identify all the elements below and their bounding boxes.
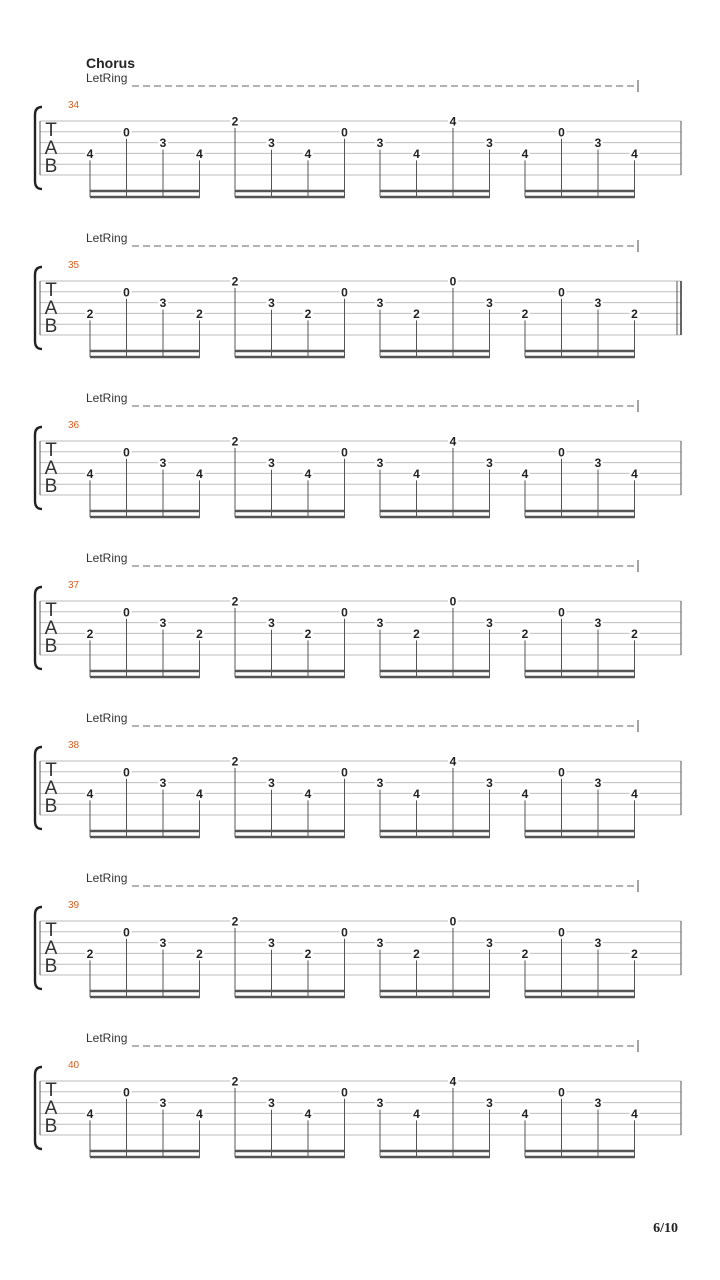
measure-number: 38	[68, 740, 80, 751]
fret-number: 3	[268, 456, 275, 471]
tab-clef-letter: B	[44, 956, 58, 977]
tab-clef-letter: T	[45, 120, 57, 141]
tab-clef-letter: A	[44, 298, 58, 319]
fret-number: 3	[486, 296, 493, 311]
fret-number: 4	[521, 466, 529, 481]
fret-number: 2	[231, 274, 239, 289]
tab-clef-letter: B	[44, 316, 58, 337]
fret-number: 2	[631, 946, 638, 961]
fret-number: 3	[594, 776, 602, 791]
fret-number: 3	[376, 936, 384, 951]
fret-number: 3	[268, 1096, 275, 1111]
fret-number: 3	[376, 1096, 384, 1111]
measure-number: 36	[68, 420, 80, 431]
measure-number: 37	[68, 580, 80, 591]
fret-number: 3	[486, 136, 493, 151]
fret-number: 3	[159, 136, 167, 151]
fret-number: 3	[268, 936, 275, 951]
fret-number: 0	[123, 605, 130, 620]
fret-number: 2	[196, 946, 203, 961]
fret-number: 0	[123, 125, 130, 140]
fret-number: 2	[196, 306, 203, 321]
tab-clef-letter: T	[45, 280, 57, 301]
fret-number: 3	[594, 456, 602, 471]
fret-number: 4	[631, 1106, 638, 1121]
fret-number: 4	[304, 1106, 312, 1121]
fret-number: 0	[341, 605, 348, 620]
fret-number: 0	[558, 765, 565, 780]
fret-number: 4	[521, 146, 529, 161]
fret-number: 4	[86, 146, 94, 161]
fret-number: 4	[631, 146, 638, 161]
tab-clef-letter: B	[44, 476, 58, 497]
fret-number: 2	[86, 626, 94, 641]
fret-number: 0	[558, 285, 565, 300]
fret-number: 4	[196, 1106, 203, 1121]
fret-number: 4	[304, 146, 312, 161]
fret-number: 2	[86, 306, 94, 321]
fret-number: 4	[449, 434, 457, 449]
fret-number: 4	[449, 754, 457, 769]
fret-number: 3	[376, 616, 384, 631]
fret-number: 2	[413, 946, 420, 961]
fret-number: 4	[196, 146, 203, 161]
fret-number: 3	[486, 616, 493, 631]
fret-number: 4	[631, 466, 638, 481]
let-ring-label: LetRing	[86, 391, 128, 405]
fret-number: 0	[341, 765, 348, 780]
fret-number: 3	[159, 296, 167, 311]
fret-number: 0	[341, 285, 348, 300]
fret-number: 2	[521, 626, 529, 641]
fret-number: 2	[196, 626, 203, 641]
fret-number: 2	[231, 114, 239, 129]
tab-clef-letter: A	[44, 618, 58, 639]
staff-bracket	[35, 107, 42, 189]
fret-number: 3	[159, 1096, 167, 1111]
fret-number: 4	[86, 466, 94, 481]
fret-number: 3	[159, 456, 167, 471]
fret-number: 4	[413, 786, 420, 801]
fret-number: 3	[268, 776, 275, 791]
tab-clef-letter: T	[45, 920, 57, 941]
measure-number: 34	[68, 100, 80, 111]
fret-number: 2	[521, 946, 529, 961]
tab-clef-letter: A	[44, 458, 58, 479]
fret-number: 3	[268, 136, 275, 151]
fret-number: 4	[196, 786, 203, 801]
let-ring-label: LetRing	[86, 71, 128, 85]
fret-number: 3	[159, 616, 167, 631]
tab-clef-letter: B	[44, 796, 58, 817]
fret-number: 4	[86, 786, 94, 801]
fret-number: 0	[341, 1085, 348, 1100]
tab-clef-letter: B	[44, 156, 58, 177]
fret-number: 0	[341, 925, 348, 940]
fret-number: 3	[268, 296, 275, 311]
fret-number: 0	[123, 765, 130, 780]
fret-number: 3	[594, 136, 602, 151]
fret-number: 4	[304, 466, 312, 481]
fret-number: 3	[159, 776, 167, 791]
fret-number: 4	[449, 1074, 457, 1089]
fret-number: 4	[521, 1106, 529, 1121]
fret-number: 0	[558, 1085, 565, 1100]
fret-number: 2	[304, 946, 312, 961]
staff-bracket	[35, 267, 42, 349]
fret-number: 2	[304, 306, 312, 321]
let-ring-label: LetRing	[86, 231, 128, 245]
tab-clef-letter: A	[44, 778, 58, 799]
staff-bracket	[35, 427, 42, 509]
fret-number: 3	[376, 296, 384, 311]
staff-bracket	[35, 747, 42, 829]
fret-number: 4	[413, 466, 420, 481]
tab-clef-letter: T	[45, 600, 57, 621]
fret-number: 3	[159, 936, 167, 951]
fret-number: 0	[558, 925, 565, 940]
fret-number: 0	[449, 914, 457, 929]
fret-number: 4	[449, 114, 457, 129]
fret-number: 3	[486, 1096, 493, 1111]
fret-number: 2	[413, 626, 420, 641]
fret-number: 2	[231, 434, 239, 449]
fret-number: 0	[449, 594, 457, 609]
let-ring-label: LetRing	[86, 1031, 128, 1045]
let-ring-label: LetRing	[86, 551, 128, 565]
fret-number: 0	[123, 1085, 130, 1100]
fret-number: 2	[231, 594, 239, 609]
fret-number: 0	[123, 445, 130, 460]
fret-number: 2	[521, 306, 529, 321]
let-ring-label: LetRing	[86, 871, 128, 885]
fret-number: 3	[376, 776, 384, 791]
let-ring-label: LetRing	[86, 711, 128, 725]
staff-bracket	[35, 587, 42, 669]
fret-number: 2	[231, 914, 239, 929]
measure-number: 40	[68, 1060, 80, 1071]
fret-number: 3	[486, 776, 493, 791]
fret-number: 4	[521, 786, 529, 801]
fret-number: 2	[231, 754, 239, 769]
staff-bracket	[35, 1067, 42, 1149]
fret-number: 4	[86, 1106, 94, 1121]
fret-number: 4	[413, 1106, 420, 1121]
fret-number: 2	[231, 1074, 239, 1089]
fret-number: 3	[268, 616, 275, 631]
tab-clef-letter: A	[44, 138, 58, 159]
fret-number: 3	[594, 1096, 602, 1111]
fret-number: 3	[486, 456, 493, 471]
fret-number: 4	[196, 466, 203, 481]
section-label: Chorus	[86, 55, 135, 71]
tab-clef-letter: T	[45, 440, 57, 461]
fret-number: 4	[413, 146, 420, 161]
tab-clef-letter: T	[45, 760, 57, 781]
fret-number: 0	[449, 274, 457, 289]
fret-number: 4	[631, 786, 638, 801]
fret-number: 0	[558, 445, 565, 460]
fret-number: 0	[123, 285, 130, 300]
measure-number: 39	[68, 900, 80, 911]
measure-number: 35	[68, 260, 80, 271]
fret-number: 2	[304, 626, 312, 641]
fret-number: 0	[558, 125, 565, 140]
fret-number: 0	[341, 445, 348, 460]
staff-bracket	[35, 907, 42, 989]
fret-number: 3	[594, 616, 602, 631]
tab-clef-letter: A	[44, 938, 58, 959]
fret-number: 2	[86, 946, 94, 961]
fret-number: 0	[341, 125, 348, 140]
fret-number: 3	[486, 936, 493, 951]
tab-clef-letter: T	[45, 1080, 57, 1101]
fret-number: 3	[594, 296, 602, 311]
tab-clef-letter: B	[44, 636, 58, 657]
fret-number: 3	[376, 136, 384, 151]
fret-number: 0	[123, 925, 130, 940]
fret-number: 2	[631, 626, 638, 641]
fret-number: 4	[304, 786, 312, 801]
fret-number: 2	[631, 306, 638, 321]
fret-number: 3	[376, 456, 384, 471]
tab-clef-letter: A	[44, 1098, 58, 1119]
fret-number: 2	[413, 306, 420, 321]
page-number: 6/10	[653, 1221, 678, 1236]
fret-number: 3	[594, 936, 602, 951]
fret-number: 0	[558, 605, 565, 620]
tab-clef-letter: B	[44, 1116, 58, 1137]
